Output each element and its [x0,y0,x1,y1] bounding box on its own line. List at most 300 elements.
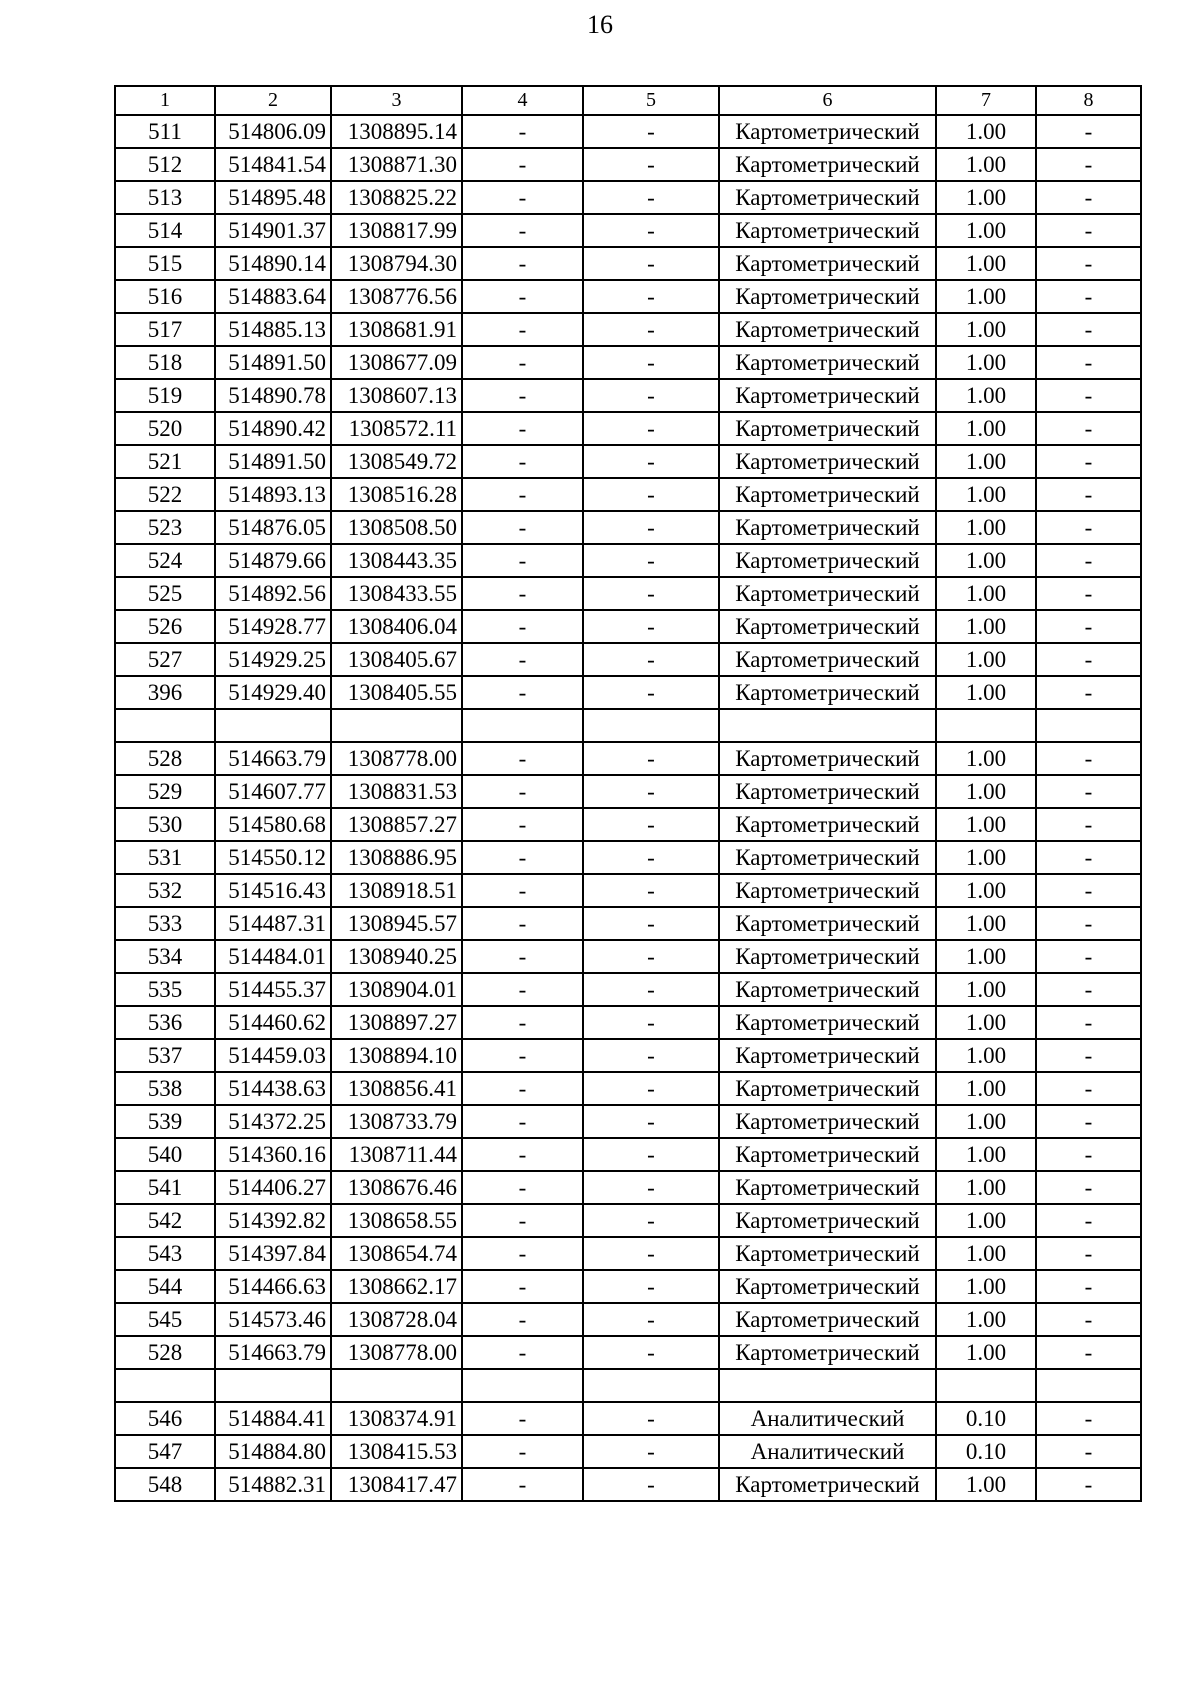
col-4-cell: - [462,1468,583,1501]
col-4-cell: - [462,1006,583,1039]
col-8-cell: - [1036,940,1141,973]
table-row [115,214,1141,247]
point-number-cell: 520 [115,412,215,445]
col-8-cell: - [1036,544,1141,577]
coord-y-cell: 1308516.28 [331,478,462,511]
col-8-cell: - [1036,1006,1141,1039]
col-8-cell [1036,709,1141,742]
header-cell-6: 6 [719,86,936,115]
method-cell: Картометрический [719,1303,936,1336]
method-cell: Картометрический [719,445,936,478]
coord-x-cell: 514884.80 [215,1435,331,1468]
method-cell: Картометрический [719,379,936,412]
coord-x-cell: 514459.03 [215,1039,331,1072]
col-5-cell: - [583,478,719,511]
coord-y-cell: 1308374.91 [331,1402,462,1435]
coord-y-cell [331,709,462,742]
col-5-cell: - [583,1006,719,1039]
coord-y-cell: 1308857.27 [331,808,462,841]
coord-x-cell: 514893.13 [215,478,331,511]
col-4-cell: - [462,1204,583,1237]
accuracy-cell: 1.00 [936,412,1036,445]
col-8-cell: - [1036,1072,1141,1105]
header-cell-2: 2 [215,86,331,115]
table-row [115,1138,1141,1171]
coord-x-cell: 514895.48 [215,181,331,214]
table-row [115,1237,1141,1270]
table-row [115,1006,1141,1039]
point-number-cell: 396 [115,676,215,709]
coord-y-cell: 1308871.30 [331,148,462,181]
accuracy-cell: 0.10 [936,1435,1036,1468]
point-number-cell: 525 [115,577,215,610]
table-row [115,1072,1141,1105]
coord-y-cell: 1308895.14 [331,115,462,148]
point-number-cell: 518 [115,346,215,379]
col-8-cell: - [1036,841,1141,874]
point-number-cell: 528 [115,742,215,775]
table-row [115,445,1141,478]
table-row [115,643,1141,676]
col-4-cell: - [462,280,583,313]
col-8-cell [1036,1369,1141,1402]
coord-y-cell: 1308654.74 [331,1237,462,1270]
col-5-cell [583,709,719,742]
method-cell: Картометрический [719,907,936,940]
col-4-cell: - [462,148,583,181]
method-cell: Аналитический [719,1435,936,1468]
table-row [115,346,1141,379]
method-cell: Картометрический [719,940,936,973]
accuracy-cell: 1.00 [936,1105,1036,1138]
coord-y-cell: 1308417.47 [331,1468,462,1501]
col-5-cell: - [583,181,719,214]
point-number-cell: 513 [115,181,215,214]
accuracy-cell [936,1369,1036,1402]
col-4-cell [462,1369,583,1402]
accuracy-cell: 1.00 [936,841,1036,874]
col-4-cell: - [462,676,583,709]
table-row [115,1468,1141,1501]
col-5-cell: - [583,775,719,808]
accuracy-cell: 1.00 [936,1237,1036,1270]
col-5-cell: - [583,1435,719,1468]
coord-y-cell: 1308918.51 [331,874,462,907]
table-row [115,148,1141,181]
col-5-cell: - [583,907,719,940]
col-4-cell: - [462,478,583,511]
accuracy-cell: 1.00 [936,1138,1036,1171]
point-number-cell: 547 [115,1435,215,1468]
col-8-cell: - [1036,412,1141,445]
accuracy-cell: 1.00 [936,742,1036,775]
col-4-cell: - [462,1237,583,1270]
col-4-cell: - [462,940,583,973]
point-number-cell: 548 [115,1468,215,1501]
point-number-cell: 517 [115,313,215,346]
coord-x-cell: 514890.78 [215,379,331,412]
col-4-cell: - [462,577,583,610]
point-number-cell: 529 [115,775,215,808]
coord-y-cell: 1308794.30 [331,247,462,280]
method-cell: Картометрический [719,181,936,214]
table-row [115,181,1141,214]
accuracy-cell: 1.00 [936,379,1036,412]
coord-x-cell [215,1369,331,1402]
accuracy-cell: 1.00 [936,973,1036,1006]
coord-y-cell [331,1369,462,1402]
accuracy-cell: 1.00 [936,874,1036,907]
table-row [115,1336,1141,1369]
point-number-cell: 532 [115,874,215,907]
method-cell: Картометрический [719,214,936,247]
col-4-cell: - [462,1072,583,1105]
table-row [115,1402,1141,1435]
col-5-cell: - [583,577,719,610]
method-cell: Картометрический [719,1039,936,1072]
table-row [115,511,1141,544]
accuracy-cell: 1.00 [936,1204,1036,1237]
point-number-cell: 546 [115,1402,215,1435]
col-5-cell: - [583,742,719,775]
method-cell [719,1369,936,1402]
coord-x-cell: 514883.64 [215,280,331,313]
col-8-cell: - [1036,1039,1141,1072]
coord-x-cell: 514516.43 [215,874,331,907]
col-4-cell: - [462,973,583,1006]
coord-y-cell: 1308433.55 [331,577,462,610]
method-cell: Картометрический [719,1006,936,1039]
table-row [115,313,1141,346]
point-number-cell: 511 [115,115,215,148]
col-8-cell: - [1036,148,1141,181]
coord-y-cell: 1308778.00 [331,1336,462,1369]
point-number-cell: 531 [115,841,215,874]
col-8-cell: - [1036,973,1141,1006]
coord-y-cell: 1308728.04 [331,1303,462,1336]
method-cell: Картометрический [719,1204,936,1237]
point-number-cell: 521 [115,445,215,478]
table-row [115,940,1141,973]
point-number-cell: 536 [115,1006,215,1039]
header-cell-3: 3 [331,86,462,115]
method-cell: Картометрический [719,412,936,445]
col-4-cell: - [462,1303,583,1336]
table-row [115,775,1141,808]
coord-y-cell: 1308945.57 [331,907,462,940]
coord-y-cell: 1308405.55 [331,676,462,709]
col-4-cell: - [462,874,583,907]
coord-y-cell: 1308776.56 [331,280,462,313]
col-4-cell: - [462,610,583,643]
coord-y-cell: 1308415.53 [331,1435,462,1468]
col-4-cell: - [462,1336,583,1369]
col-8-cell: - [1036,775,1141,808]
col-5-cell: - [583,1072,719,1105]
method-cell: Картометрический [719,742,936,775]
method-cell: Картометрический [719,280,936,313]
col-4-cell: - [462,511,583,544]
col-5-cell: - [583,1402,719,1435]
col-5-cell: - [583,148,719,181]
point-number-cell: 543 [115,1237,215,1270]
coord-x-cell: 514884.41 [215,1402,331,1435]
point-number-cell: 537 [115,1039,215,1072]
col-8-cell: - [1036,346,1141,379]
accuracy-cell: 1.00 [936,1336,1036,1369]
coord-y-cell: 1308405.67 [331,643,462,676]
accuracy-cell: 1.00 [936,511,1036,544]
table-row [115,1303,1141,1336]
col-8-cell: - [1036,214,1141,247]
header-cell-8: 8 [1036,86,1141,115]
point-number-cell: 545 [115,1303,215,1336]
accuracy-cell: 1.00 [936,610,1036,643]
coord-x-cell: 514550.12 [215,841,331,874]
point-number-cell: 522 [115,478,215,511]
col-8-cell: - [1036,313,1141,346]
col-8-cell: - [1036,676,1141,709]
method-cell: Картометрический [719,1336,936,1369]
point-number-cell: 526 [115,610,215,643]
col-5-cell: - [583,1039,719,1072]
coord-x-cell: 514466.63 [215,1270,331,1303]
coord-y-cell: 1308856.41 [331,1072,462,1105]
col-8-cell: - [1036,1237,1141,1270]
coord-y-cell: 1308897.27 [331,1006,462,1039]
table-separator-row [115,1369,1141,1402]
col-8-cell: - [1036,379,1141,412]
col-4-cell: - [462,544,583,577]
coord-y-cell: 1308676.46 [331,1171,462,1204]
accuracy-cell: 1.00 [936,346,1036,379]
header-cell-5: 5 [583,86,719,115]
accuracy-cell: 1.00 [936,148,1036,181]
point-number-cell: 534 [115,940,215,973]
accuracy-cell: 1.00 [936,115,1036,148]
col-5-cell: - [583,1468,719,1501]
col-5-cell: - [583,1138,719,1171]
method-cell: Картометрический [719,115,936,148]
coord-y-cell: 1308549.72 [331,445,462,478]
coord-x-cell: 514580.68 [215,808,331,841]
point-number-cell: 512 [115,148,215,181]
coord-x-cell: 514438.63 [215,1072,331,1105]
coord-x-cell: 514879.66 [215,544,331,577]
coord-y-cell: 1308894.10 [331,1039,462,1072]
col-4-cell: - [462,643,583,676]
method-cell: Картометрический [719,808,936,841]
table-row [115,676,1141,709]
method-cell: Картометрический [719,676,936,709]
point-number-cell [115,709,215,742]
method-cell: Картометрический [719,973,936,1006]
method-cell: Картометрический [719,841,936,874]
coord-x-cell: 514607.77 [215,775,331,808]
coord-x-cell: 514890.42 [215,412,331,445]
accuracy-cell: 1.00 [936,1468,1036,1501]
table-row [115,1204,1141,1237]
point-number-cell [115,1369,215,1402]
table-row [115,577,1141,610]
coord-x-cell: 514372.25 [215,1105,331,1138]
coord-x-cell: 514929.40 [215,676,331,709]
col-5-cell: - [583,676,719,709]
col-8-cell: - [1036,1138,1141,1171]
table-header-row [115,86,1141,115]
coord-x-cell: 514876.05 [215,511,331,544]
col-8-cell: - [1036,1435,1141,1468]
coord-y-cell: 1308711.44 [331,1138,462,1171]
method-cell: Картометрический [719,610,936,643]
coord-y-cell: 1308886.95 [331,841,462,874]
col-8-cell: - [1036,478,1141,511]
coord-x-cell: 514406.27 [215,1171,331,1204]
table-row [115,1270,1141,1303]
coord-y-cell: 1308658.55 [331,1204,462,1237]
col-4-cell: - [462,907,583,940]
coord-y-cell: 1308831.53 [331,775,462,808]
col-5-cell: - [583,1171,719,1204]
accuracy-cell [936,709,1036,742]
col-4-cell: - [462,181,583,214]
point-number-cell: 538 [115,1072,215,1105]
col-4-cell: - [462,247,583,280]
col-4-cell: - [462,1402,583,1435]
coord-y-cell: 1308443.35 [331,544,462,577]
col-5-cell: - [583,313,719,346]
col-4-cell: - [462,1435,583,1468]
table-row [115,610,1141,643]
method-cell: Картометрический [719,478,936,511]
coord-y-cell: 1308817.99 [331,214,462,247]
table-row [115,1105,1141,1138]
point-number-cell: 540 [115,1138,215,1171]
col-8-cell: - [1036,1105,1141,1138]
method-cell: Картометрический [719,148,936,181]
coord-x-cell: 514928.77 [215,610,331,643]
coord-x-cell [215,709,331,742]
accuracy-cell: 1.00 [936,181,1036,214]
accuracy-cell: 1.00 [936,478,1036,511]
method-cell: Картометрический [719,775,936,808]
method-cell: Картометрический [719,1237,936,1270]
method-cell [719,709,936,742]
col-8-cell: - [1036,1468,1141,1501]
table-row [115,742,1141,775]
accuracy-cell: 1.00 [936,1303,1036,1336]
coordinates-table [114,85,1142,1502]
col-8-cell: - [1036,907,1141,940]
method-cell: Картометрический [719,1105,936,1138]
col-5-cell: - [583,940,719,973]
coord-x-cell: 514484.01 [215,940,331,973]
col-8-cell: - [1036,1303,1141,1336]
col-5-cell: - [583,412,719,445]
point-number-cell: 516 [115,280,215,313]
coord-x-cell: 514841.54 [215,148,331,181]
table-row [115,379,1141,412]
col-4-cell: - [462,1039,583,1072]
table-row [115,841,1141,874]
accuracy-cell: 1.00 [936,1006,1036,1039]
col-4-cell: - [462,1270,583,1303]
method-cell: Картометрический [719,643,936,676]
coord-x-cell: 514392.82 [215,1204,331,1237]
coord-x-cell: 514460.62 [215,1006,331,1039]
method-cell: Картометрический [719,874,936,907]
col-5-cell: - [583,1105,719,1138]
col-4-cell: - [462,808,583,841]
coord-x-cell: 514663.79 [215,742,331,775]
col-5-cell: - [583,1336,719,1369]
point-number-cell: 524 [115,544,215,577]
col-5-cell: - [583,874,719,907]
col-5-cell: - [583,1204,719,1237]
col-8-cell: - [1036,247,1141,280]
table-row [115,1039,1141,1072]
method-cell: Картометрический [719,313,936,346]
col-8-cell: - [1036,280,1141,313]
coord-y-cell: 1308406.04 [331,610,462,643]
point-number-cell: 523 [115,511,215,544]
coord-y-cell: 1308825.22 [331,181,462,214]
col-8-cell: - [1036,610,1141,643]
coord-x-cell: 514573.46 [215,1303,331,1336]
col-5-cell: - [583,280,719,313]
col-5-cell: - [583,115,719,148]
col-4-cell: - [462,412,583,445]
col-5-cell: - [583,544,719,577]
col-4-cell: - [462,1138,583,1171]
method-cell: Картометрический [719,1138,936,1171]
method-cell: Картометрический [719,1072,936,1105]
coord-y-cell: 1308778.00 [331,742,462,775]
point-number-cell: 542 [115,1204,215,1237]
accuracy-cell: 1.00 [936,247,1036,280]
col-5-cell: - [583,643,719,676]
accuracy-cell: 1.00 [936,1171,1036,1204]
coord-x-cell: 514360.16 [215,1138,331,1171]
table-row [115,280,1141,313]
col-8-cell: - [1036,511,1141,544]
method-cell: Картометрический [719,544,936,577]
col-5-cell: - [583,1303,719,1336]
point-number-cell: 519 [115,379,215,412]
col-5-cell: - [583,610,719,643]
col-4-cell: - [462,313,583,346]
method-cell: Картометрический [719,1468,936,1501]
col-8-cell: - [1036,742,1141,775]
col-5-cell: - [583,511,719,544]
coord-x-cell: 514891.50 [215,445,331,478]
coord-y-cell: 1308607.13 [331,379,462,412]
method-cell: Аналитический [719,1402,936,1435]
col-8-cell: - [1036,808,1141,841]
accuracy-cell: 1.00 [936,577,1036,610]
method-cell: Картометрический [719,346,936,379]
coord-x-cell: 514806.09 [215,115,331,148]
accuracy-cell: 1.00 [936,940,1036,973]
point-number-cell: 539 [115,1105,215,1138]
coord-x-cell: 514455.37 [215,973,331,1006]
point-number-cell: 533 [115,907,215,940]
col-5-cell: - [583,214,719,247]
col-8-cell: - [1036,1336,1141,1369]
table-row [115,973,1141,1006]
col-5-cell: - [583,247,719,280]
accuracy-cell: 1.00 [936,1039,1036,1072]
